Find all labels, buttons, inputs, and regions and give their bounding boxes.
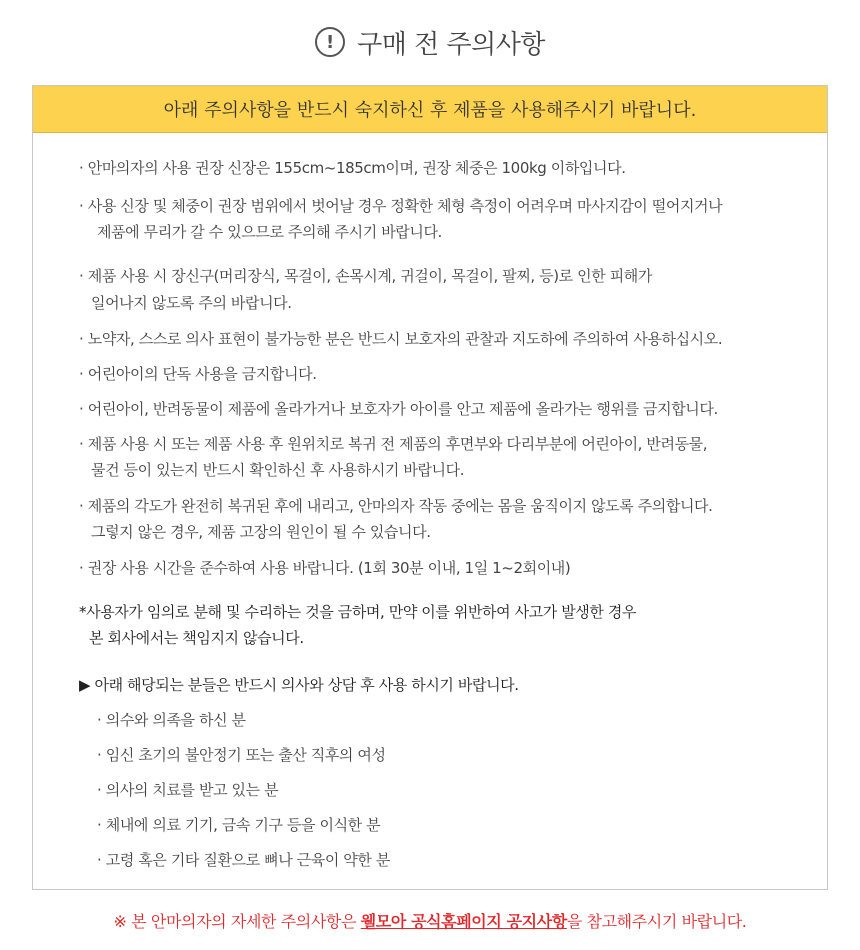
notice-item-angle-line2: 그렇지 않은 경우, 제품 고장의 원인이 될 수 있습니다. xyxy=(91,523,431,541)
notice-item-children-alone: · 어린아이의 단독 사용을 금지합니다. xyxy=(79,365,317,383)
notice-item-range-line2: 제품에 무리가 갈 수 있으므로 주의해 주시기 바랍니다. xyxy=(97,223,442,241)
notice-banner: 아래 주의사항을 반드시 숙지하신 후 제품을 사용해주시기 바랍니다. xyxy=(33,86,827,133)
disclaimer-line1: *사용자가 임의로 분해 및 수리하는 것을 금하며, 만약 이를 위반하여 사고가 발생한 경우 xyxy=(79,603,637,621)
page-title xyxy=(0,22,860,62)
notice-item-elderly: · 노약자, 스스로 의사 표현이 불가능한 분은 반드시 보호자의 관찰과 지도하에 주의하여 사용하십시오. xyxy=(79,330,723,348)
footnote xyxy=(0,909,860,932)
disclaimer-line2: 본 회사에서는 책임지지 않습니다. xyxy=(89,629,304,647)
consult-item: · 체내에 의료 기기, 금속 기구 등을 이식한 분 xyxy=(97,816,381,834)
consult-item: · 고령 혹은 기타 질환으로 뼈나 근육이 약한 분 xyxy=(97,851,390,869)
notice-item-accessories-line2: 일어나지 않도록 주의 바랍니다. xyxy=(91,294,292,312)
notice-item-range-line1: · 사용 신장 및 체중이 권장 범위에서 벗어날 경우 정확한 체형 측정이 어려우며 마사지감이 떨어지거나 xyxy=(79,197,723,215)
consult-item: · 의사의 치료를 받고 있는 분 xyxy=(97,781,279,799)
consult-heading: ▶ 아래 해당되는 분들은 반드시 의사와 상담 후 사용 하시기 바랍니다. xyxy=(79,676,519,694)
page-title-text: 구매 전 주의사항 xyxy=(357,29,545,60)
footnote-suffix: 을 참고해주시기 바랍니다. xyxy=(566,912,747,931)
notice-item-angle-line1: · 제품의 각도가 완전히 복귀된 후에 내리고, 안마의자 작동 중에는 몸을 움직이지 않도록 주의합니다. xyxy=(79,497,713,515)
notice-item-height-weight: · 안마의자의 사용 권장 신장은 155cm~185cm이며, 권장 체중은 100kg 이하입니다. xyxy=(79,159,626,177)
official-notice-link[interactable]: 웰모아 공식홈페이지 공지사항 xyxy=(360,912,567,931)
consult-item: · 의수와 의족을 하신 분 xyxy=(97,711,246,729)
notice-item-children-pets: · 어린아이, 반려동물이 제품에 올라가거나 보호자가 아이를 안고 제품에 올라가는 행위를 금지합니다. xyxy=(79,400,718,418)
notice-box xyxy=(32,85,828,890)
consult-item: · 임신 초기의 불안정기 또는 출산 직후의 여성 xyxy=(97,746,386,764)
notice-item-accessories-line1: · 제품 사용 시 장신구(머리장식, 목걸이, 손목시계, 귀걸이, 목걸이, 팔찌, 등)로 인한 피해가 xyxy=(79,267,652,285)
notice-item-return-check-line1: · 제품 사용 시 또는 제품 사용 후 원위치로 복귀 전 제품의 후면부와 다리부분에 어린아이, 반려동물, xyxy=(79,435,708,453)
footnote-prefix: ※ 본 안마의자의 자세한 주의사항은 xyxy=(113,912,361,931)
notice-item-return-check-line2: 물건 등이 있는지 반드시 확인하신 후 사용하시기 바랍니다. xyxy=(91,461,465,479)
exclamation-circle-icon: ! xyxy=(315,27,345,57)
notice-item-usage-time: · 권장 사용 시간을 준수하여 사용 바랍니다. (1회 30분 이내, 1일 1~2회이내) xyxy=(79,559,571,577)
